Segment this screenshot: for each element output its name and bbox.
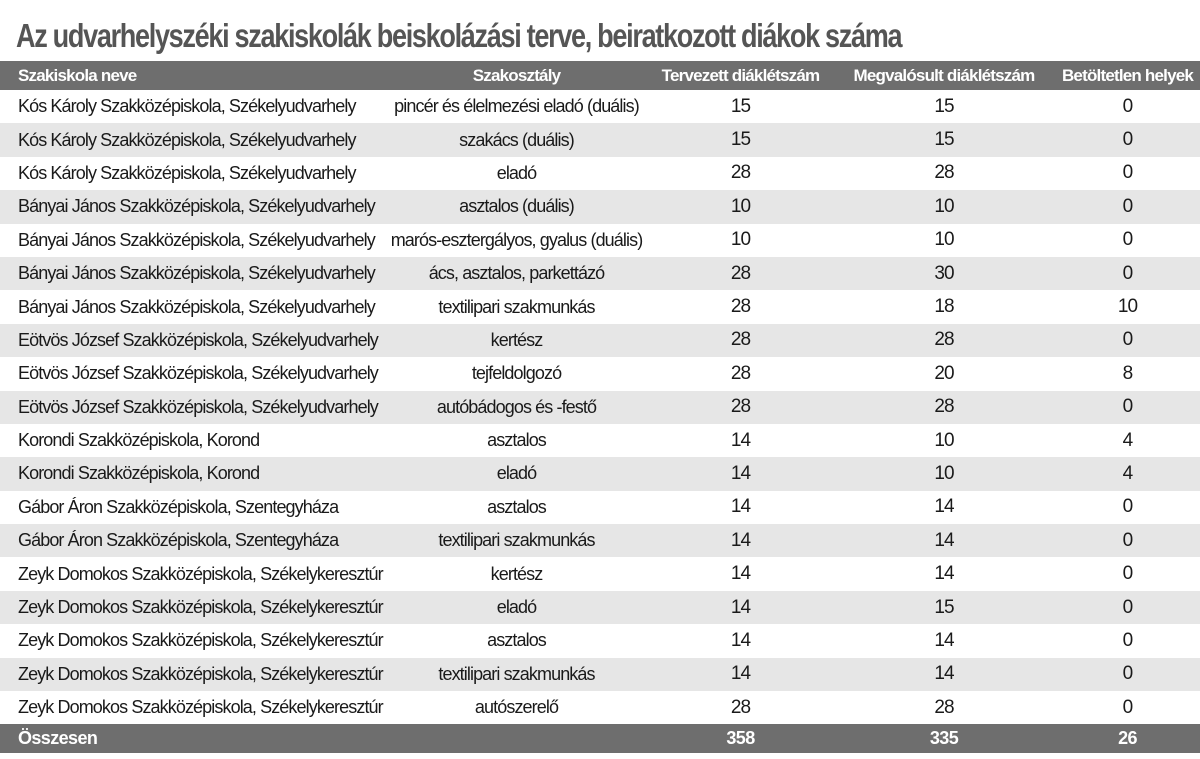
cell-vacant: 10	[1117, 296, 1138, 318]
header-row	[0, 61, 1200, 90]
cell-school: Gábor Áron Szakközépiskola, Szentegyháza	[18, 530, 339, 551]
cell-actual: 10	[934, 195, 954, 217]
cell-actual: 14	[934, 629, 954, 651]
cell-school: Kós Károly Szakközépiskola, Székelyudvarhely	[18, 129, 356, 150]
cell-school: Korondi Szakközépiskola, Korond	[18, 463, 260, 484]
total-planned: 358	[726, 728, 755, 749]
cell-department: eladó	[496, 162, 537, 183]
cell-school: Zeyk Domokos Szakközépiskola, Székelykeresztúr	[18, 663, 383, 684]
cell-school: Bányai János Szakközépiskola, Székelyudvarhely	[18, 263, 375, 284]
cell-planned: 14	[730, 663, 751, 685]
cell-department: autóbádogos és -festő	[436, 396, 597, 417]
cell-vacant: 0	[1122, 596, 1133, 618]
cell-planned: 28	[730, 329, 751, 351]
cell-school: Zeyk Domokos Szakközépiskola, Székelykeresztúr	[18, 630, 383, 651]
table-row	[0, 691, 1200, 724]
cell-school: Korondi Szakközépiskola, Korond	[18, 430, 260, 451]
cell-department: ács, asztalos, parkettázó	[428, 263, 605, 284]
cell-vacant: 4	[1122, 429, 1133, 451]
cell-actual: 15	[934, 95, 954, 117]
header-department: Szakosztály	[472, 65, 561, 85]
page-title: Az udvarhelyszéki szakiskolák beiskolázási terve, beiratkozott diákok száma	[16, 17, 902, 54]
header-planned: Tervezett diáklétszám	[661, 65, 820, 85]
cell-planned: 28	[730, 296, 751, 318]
cell-vacant: 0	[1122, 162, 1133, 184]
cell-planned: 14	[730, 529, 751, 551]
table-row	[0, 357, 1200, 390]
cell-actual: 30	[934, 262, 954, 284]
cell-actual: 10	[934, 229, 954, 251]
table-row	[0, 624, 1200, 657]
table-row	[0, 557, 1200, 590]
table-row	[0, 658, 1200, 691]
cell-planned: 14	[730, 429, 751, 451]
cell-actual: 14	[934, 563, 954, 585]
table-row	[0, 324, 1200, 357]
enrollment-table	[0, 61, 1200, 753]
cell-department: eladó	[496, 463, 537, 484]
cell-actual: 10	[934, 429, 954, 451]
cell-actual: 14	[934, 529, 954, 551]
cell-planned: 10	[730, 195, 751, 217]
header-actual: Megvalósult diáklétszám	[853, 65, 1035, 85]
cell-planned: 14	[730, 629, 751, 651]
cell-actual: 20	[934, 362, 954, 384]
cell-school: Bányai János Szakközépiskola, Székelyudvarhely	[18, 229, 375, 250]
cell-vacant: 0	[1122, 195, 1133, 217]
cell-department: szakács (duális)	[459, 129, 574, 150]
table-row	[0, 224, 1200, 257]
cell-vacant: 0	[1122, 696, 1133, 718]
cell-planned: 15	[730, 95, 751, 117]
cell-department: textilipari szakmunkás	[438, 663, 595, 684]
table-row	[0, 391, 1200, 424]
total-vacant: 26	[1118, 728, 1137, 749]
cell-department: textilipari szakmunkás	[438, 530, 595, 551]
cell-planned: 28	[730, 162, 751, 184]
cell-actual: 28	[934, 696, 954, 718]
table-row	[0, 190, 1200, 223]
cell-planned: 28	[730, 262, 751, 284]
cell-actual: 28	[934, 329, 954, 351]
total-label: Összesen	[18, 728, 98, 749]
cell-vacant: 0	[1122, 229, 1133, 251]
cell-department: marós-esztergályos, gyalus (duális)	[390, 229, 643, 250]
header-vacant: Betöltetlen helyek	[1061, 65, 1194, 85]
cell-planned: 14	[730, 563, 751, 585]
cell-vacant: 0	[1122, 396, 1133, 418]
cell-school: Eötvös József Szakközépiskola, Székelyudvarhely	[18, 329, 378, 350]
cell-vacant: 8	[1122, 362, 1133, 384]
cell-school: Zeyk Domokos Szakközépiskola, Székelykeresztúr	[18, 697, 383, 718]
cell-department: pincér és élelmezési eladó (duális)	[394, 96, 639, 117]
cell-department: eladó	[496, 597, 537, 618]
cell-actual: 15	[934, 596, 954, 618]
cell-school: Zeyk Domokos Szakközépiskola, Székelykeresztúr	[18, 563, 383, 584]
cell-vacant: 0	[1122, 129, 1133, 151]
cell-school: Kós Károly Szakközépiskola, Székelyudvarhely	[18, 162, 356, 183]
table-row	[0, 257, 1200, 290]
table-row	[0, 524, 1200, 557]
cell-actual: 10	[934, 462, 954, 484]
cell-vacant: 0	[1122, 329, 1133, 351]
cell-actual: 14	[934, 663, 954, 685]
cell-department: asztalos (duális)	[459, 196, 574, 217]
cell-planned: 15	[730, 129, 751, 151]
cell-department: kertész	[490, 329, 543, 350]
table-body	[0, 90, 1200, 724]
total-row	[0, 724, 1200, 753]
cell-department: asztalos	[487, 430, 546, 451]
cell-school: Eötvös József Szakközépiskola, Székelyudvarhely	[18, 396, 378, 417]
table-row	[0, 591, 1200, 624]
table-row	[0, 123, 1200, 156]
cell-actual: 14	[934, 496, 954, 518]
table-header	[0, 61, 1200, 90]
cell-planned: 10	[730, 229, 751, 251]
table-footer	[0, 724, 1200, 753]
cell-school: Gábor Áron Szakközépiskola, Szentegyháza	[18, 496, 339, 517]
cell-vacant: 0	[1122, 262, 1133, 284]
cell-planned: 28	[730, 696, 751, 718]
cell-actual: 28	[934, 162, 954, 184]
table-row	[0, 491, 1200, 524]
cell-planned: 14	[730, 462, 751, 484]
cell-actual: 15	[934, 129, 954, 151]
table-row	[0, 424, 1200, 457]
total-actual: 335	[929, 728, 959, 749]
cell-department: asztalos	[487, 496, 546, 517]
cell-vacant: 4	[1122, 462, 1133, 484]
cell-actual: 28	[934, 396, 954, 418]
table-row	[0, 457, 1200, 490]
total-department	[385, 724, 648, 753]
cell-school: Bányai János Szakközépiskola, Székelyudvarhely	[18, 196, 375, 217]
cell-vacant: 0	[1122, 95, 1133, 117]
cell-vacant: 0	[1122, 563, 1133, 585]
cell-school: Kós Károly Szakközépiskola, Székelyudvarhely	[18, 96, 356, 117]
cell-department: textilipari szakmunkás	[438, 296, 595, 317]
table-row	[0, 90, 1200, 123]
cell-vacant: 0	[1122, 529, 1133, 551]
cell-planned: 28	[730, 396, 751, 418]
cell-school: Bányai János Szakközépiskola, Székelyudvarhely	[18, 296, 375, 317]
cell-planned: 28	[730, 362, 751, 384]
table-row	[0, 157, 1200, 190]
cell-department: tejfeldolgozó	[471, 363, 562, 384]
cell-vacant: 0	[1122, 663, 1133, 685]
header-school: Szakiskola neve	[18, 65, 137, 85]
cell-department: asztalos	[487, 630, 546, 651]
cell-department: autószerelő	[474, 697, 559, 718]
cell-vacant: 0	[1122, 629, 1133, 651]
cell-planned: 14	[730, 596, 751, 618]
cell-department: kertész	[490, 563, 543, 584]
cell-actual: 18	[934, 296, 954, 318]
cell-planned: 14	[730, 496, 751, 518]
cell-vacant: 0	[1122, 496, 1133, 518]
cell-school: Zeyk Domokos Szakközépiskola, Székelykeresztúr	[18, 597, 383, 618]
table-row	[0, 290, 1200, 323]
cell-school: Eötvös József Szakközépiskola, Székelyudvarhely	[18, 363, 378, 384]
